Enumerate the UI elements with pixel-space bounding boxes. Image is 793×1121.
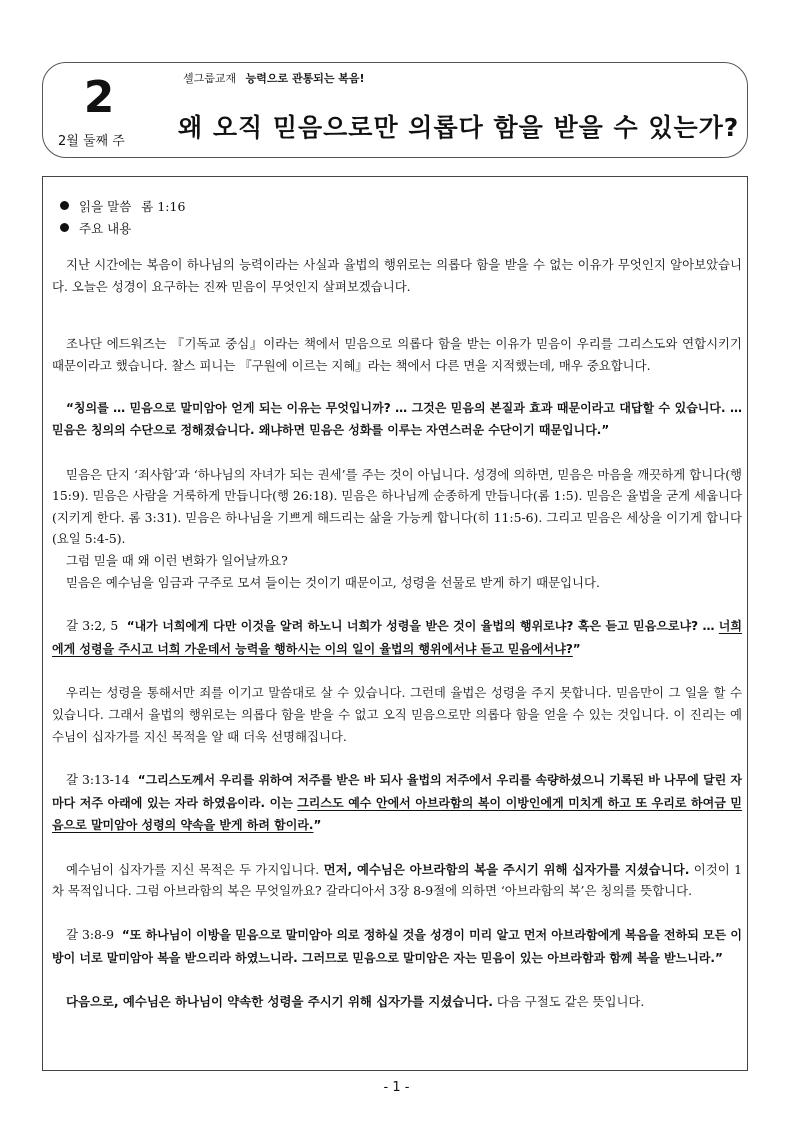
main-content-label: 주요 내용 [79,221,132,236]
paragraph-spirit: 우리는 성령을 통해서만 죄를 이기고 말씀대로 살 수 있습니다. 그런데 율법은 성령을 주지 못합니다. 믿음만이 그 일을 할 수 있습니다. 그래서 율법의 행위로는 의롭다 함을 받을 수 없고 오직 믿음으로만 의롭다 함을 얻을 수 있는 것입니다. 이 진리는 예수님이 십자가를 지신 목적을 알 때 더욱 선명해집니다. [52,685,742,744]
verse-reference: 갈 3:13-14 [66,772,130,788]
quote-gal-3-8-9 [52,924,742,969]
paragraph-faith-effects: 믿음은 단지 ‘죄사함’과 ‘하나님의 자녀가 되는 권세’를 주는 것이 아닙니다. 성경에 의하면, 믿음은 마음을 깨끗하게 합니다(행 15:9). 믿음은 사람을 거룩하게 만듭니다(행 26:18). 믿음은 하나님께 순종하게 만듭니다(롬 1:5). 믿음은 율법을 굳게 세웁니다(지키게 한다. 롬 3:31). 믿음은 하나님을 기쁘게 해드리는 삶을 가능케 합니다(히 11:5-6). 그리고 믿음은 세상을 이기게 합니다(요일 5:4-5). [52,466,742,547]
paragraph-intro: 지난 시간에는 복음이 하나님의 능력이라는 사실과 율법의 행위로는 의롭다 함을 받을 수 없는 이유가 무엇인지 알아보았습니다. 오늘은 성경이 요구하는 진짜 믿음이 무엇인지 살펴보겠습니다. [52,257,742,294]
verse-text: “내가 너희에게 다만 이것을 알려 하노니 너희가 성령을 받은 것이 율법의 행위로냐? 혹은 듣고 믿음으로냐? … [126,619,715,634]
lesson-content [52,196,742,1013]
header-divider [146,63,147,157]
paragraph-text: 이것이 1차 목적입니다. 그럼 아브라함의 복은 무엇일까요? 갈라디아서 3장 8-9절에 의하면 ‘아브라함의 복’은 칭의를 뜻합니다. [52,861,742,899]
series-line [183,70,365,86]
paragraph-bold-text: 먼저, 예수님은 아브라함의 복을 주시기 위해 십자가를 지셨습니다. [323,861,690,877]
paragraph-cross-purpose [52,859,742,902]
main-content-bullet [60,218,742,240]
reading-reference: 롬 1:16 [141,199,186,214]
verse-text: “또 하나님이 이방을 믿음으로 말미암아 의로 정하실 것을 성경이 미리 알고 먼저 아브라함에게 복음을 전하되 모든 이방이 너로 말미암아 복을 받으리라 하였느니라. 그러므로 믿음으로 말미암은 자는 믿음이 있는 아브라함과 함께 복을 받느니라.” [52,928,742,965]
paragraph-text: 예수님이 십자가를 지신 목적은 두 가지입니다. [66,861,320,877]
quote-gal-3-2-5 [52,615,742,660]
verse-quote-close: ” [572,641,581,656]
paragraph-text: 다음 구절도 같은 뜻입니다. [496,994,645,1010]
paragraph-second-purpose [52,991,742,1013]
verse-reference: 갈 3:8-9 [66,927,114,943]
paragraph-faith-reason: 믿음은 예수님을 임금과 구주로 모셔 들이는 것이기 때문이고, 성령을 선물로 받게 하기 때문입니다. [66,574,600,590]
page-number: - 1 - [383,1080,410,1095]
paragraph-edwards-finney: 조나단 에드워즈는 『기독교 중심』이라는 책에서 믿음으로 의롭다 함을 받는 이유가 믿음이 우리를 그리스도와 연합시키기 때문이라고 했습니다. 찰스 피니는 『구원에 이르는 지혜』라는 책에서 다른 면을 지적했는데, 매우 중요합니다. [52,336,742,373]
lesson-number: 2 [83,72,115,123]
verse-text: “그리스도께서 우리를 위하여 저주를 받은 바 되사 율법의 저주에서 우리를 속량하셨으니 기록된 바 나무에 달린 자마다 저주 아래에 있는 자라 하였음이라. 이는 [52,773,742,810]
quote-finney: “칭의를 … 믿음으로 말미암아 얻게 되는 이유는 무엇입니까? … 그것은 믿음의 본질과 효과 때문이라고 대답할 수 있습니다. …믿음은 칭의의 수단으로 정해졌습니다. 왜냐하면 믿음은 성화를 이루는 자연스러운 수단이기 때문입니다.” [52,401,742,437]
bullet-dot-icon [60,201,69,210]
verse-underlined-text: 그리스도 예수 안에서 아브라함의 복이 이방인에게 미치게 하고 또 우리로 하여금 믿음으로 말미암아 성령의 약속을 받게 하려 함이라. [52,795,742,833]
verse-underlined-text: 너희에게 성령을 주시고 너희 가운데서 능력을 행하시는 이의 일이 율법의 행위에서냐 듣고 믿음에서냐? [52,619,742,656]
series-label: 셀그룹교재 [183,72,237,85]
paragraph-bold-text: 다음으로, 예수님은 하나님이 약속한 성령을 주시기 위해 십자가를 지셨습니다. [66,994,493,1010]
week-label: 2월 둘째 주 [58,134,125,149]
verse-quote-close: ” [313,818,322,833]
page-title: 왜 오직 믿음으로만 의롭다 함을 받을 수 있는가? [178,113,740,142]
quote-gal-3-13-14 [52,769,742,837]
bullet-dot-icon [60,223,69,232]
reading-label: 읽을 말씀 [79,199,132,214]
paragraph-question: 그럼 믿을 때 왜 이런 변화가 일어날까요? [66,552,288,568]
series-subtitle: 능력으로 관통되는 복음! [245,72,365,85]
verse-reference: 갈 3:2, 5 [66,618,119,634]
reading-bullet [60,196,742,218]
